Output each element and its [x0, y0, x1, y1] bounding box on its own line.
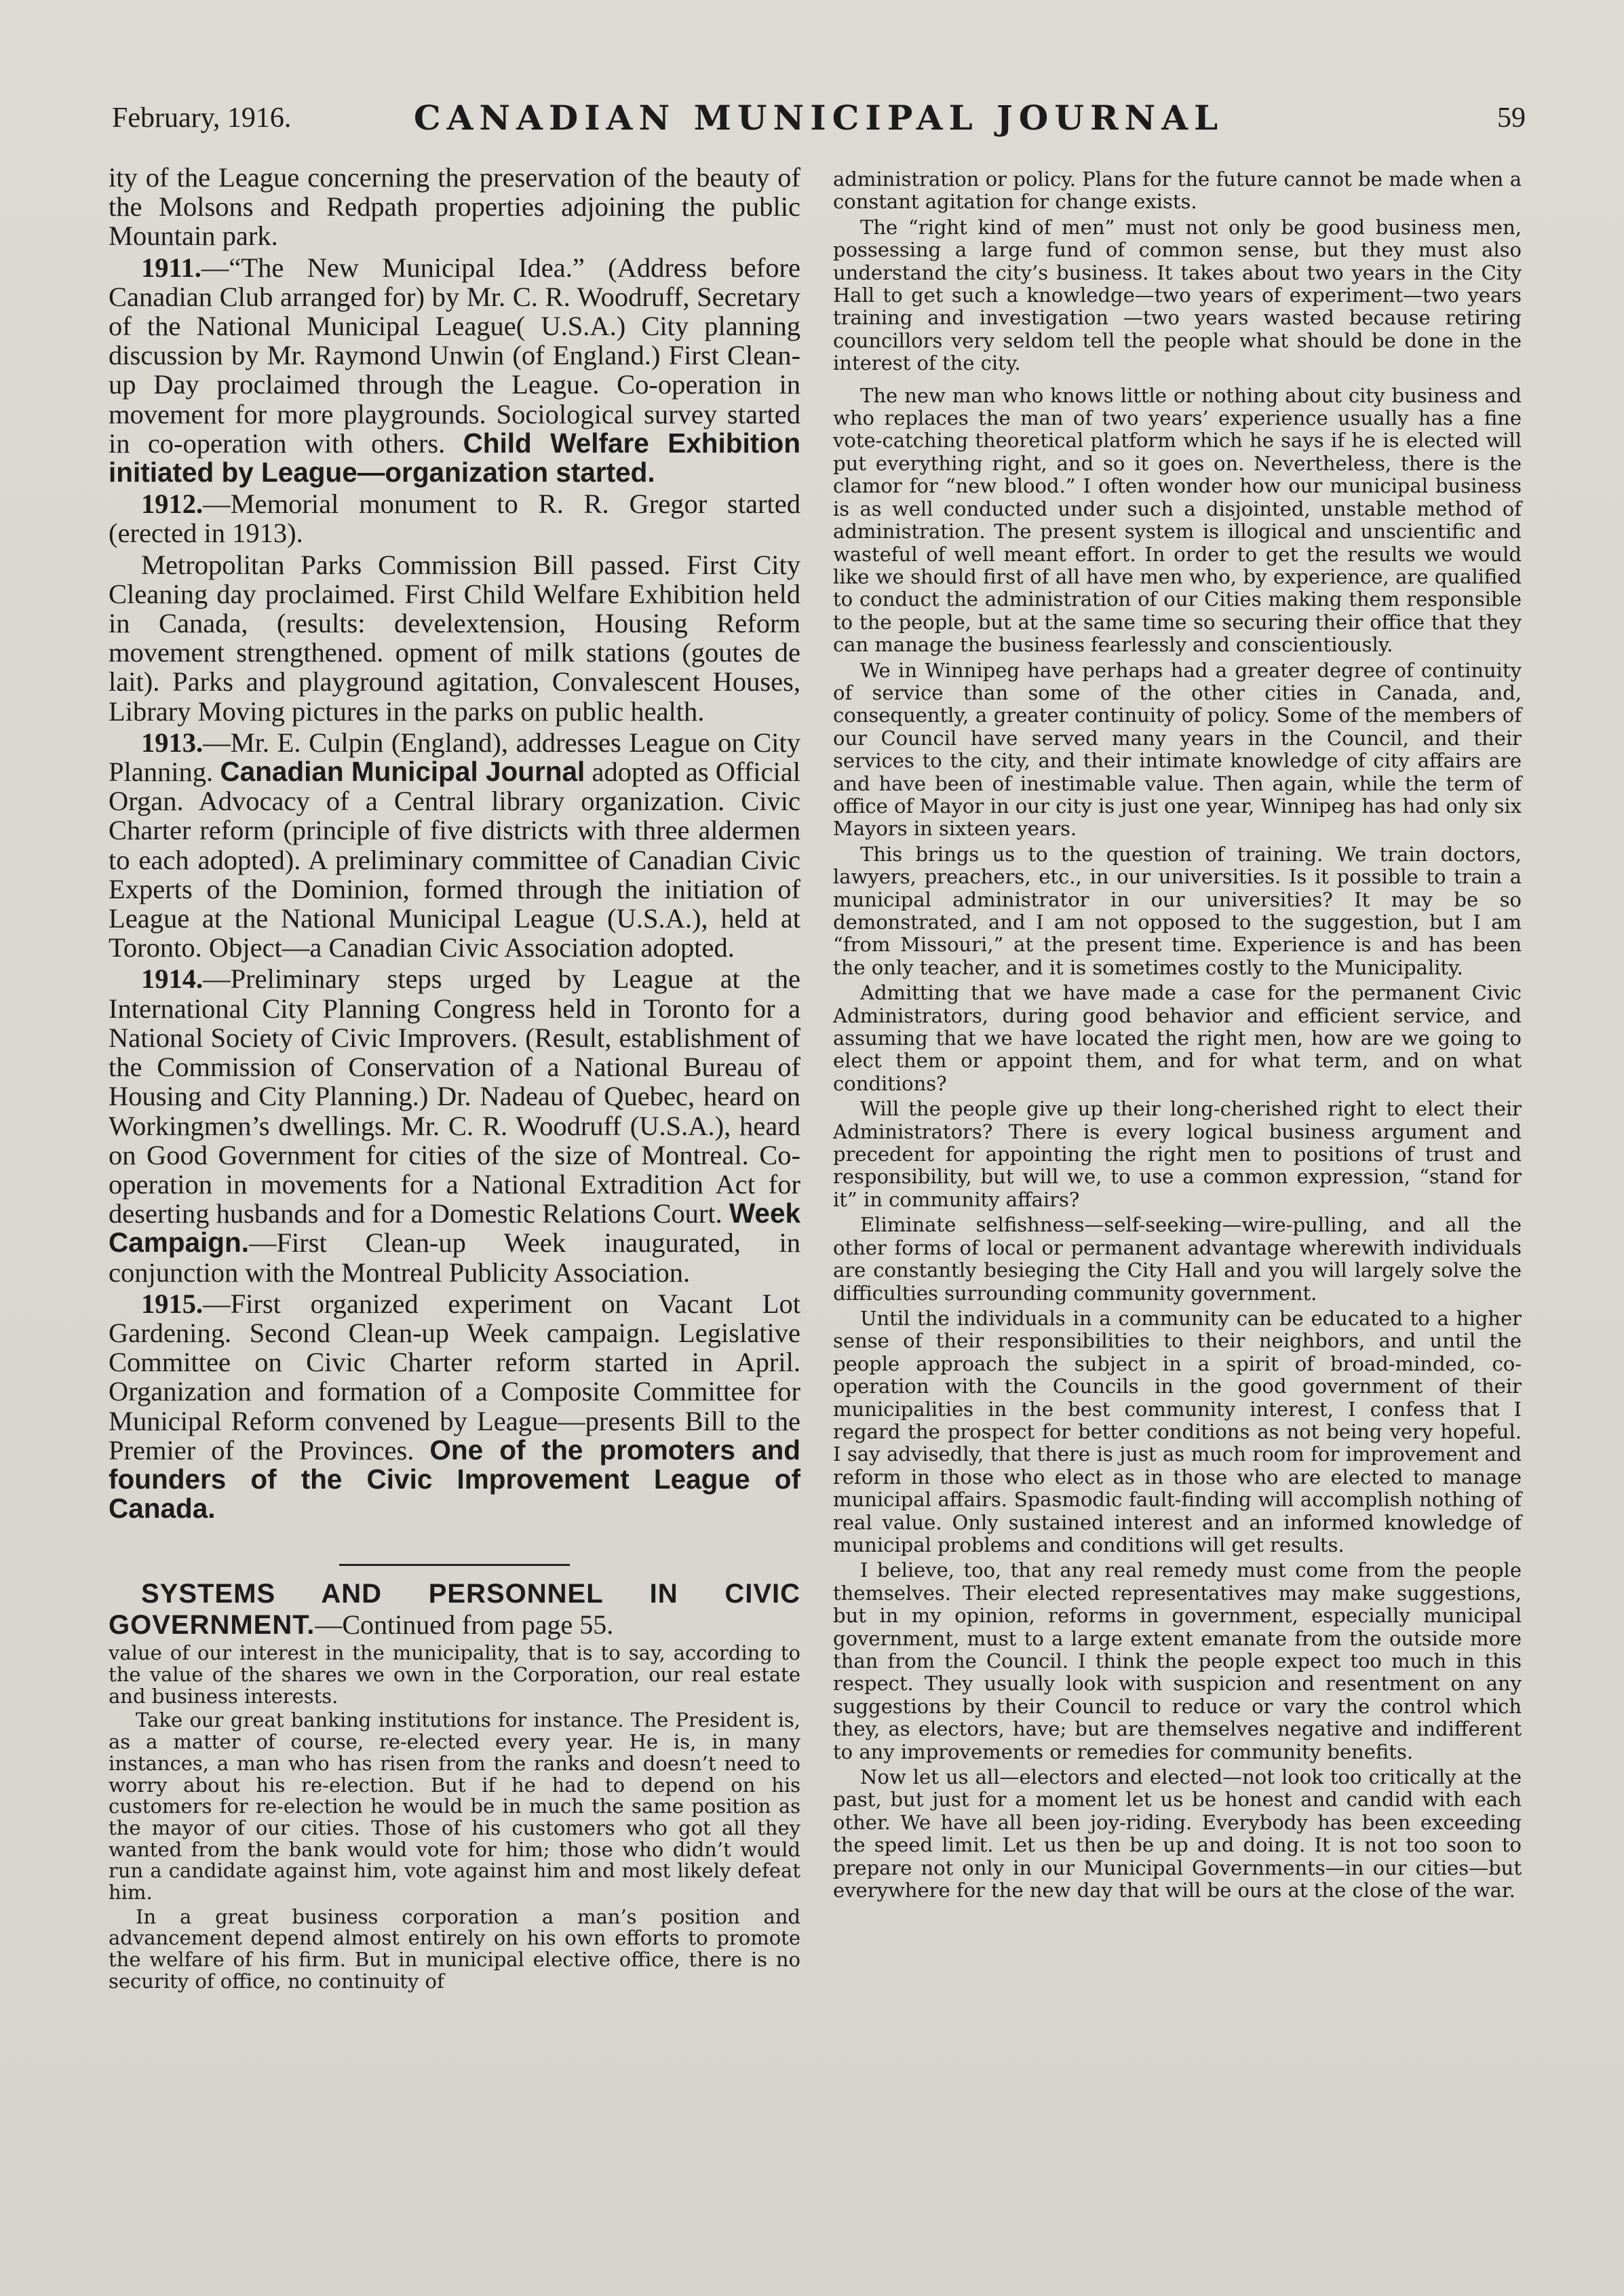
- paragraph: ity of the League concerning the preservation of the beauty of the Molsons and Redpath properties adjoining the public Mountain park.: [109, 162, 800, 252]
- right-column: [833, 168, 1522, 1905]
- paragraph: The “right kind of men” must not only be good business men, possessing a large fund of common sense, but they must also understand the city’s business. It takes about two years in the City Hall to get such a knowledge—two years of experiment—two years training and investigation —two years wasted because retiring councillors very seldom tell the people what should be done in the interest of the city.: [833, 215, 1522, 375]
- journal-title: CANADIAN MUNICIPAL JOURNAL: [413, 98, 1224, 138]
- issue-date: February, 1916.: [112, 102, 292, 134]
- paragraph-1913: 1913.—Mr. E. Culpin (England), addresses League on City Planning. Canadian Municipal Journal adopted as Official Organ. Advocacy of a Central library organization. Civic Charter reform (principle of five districts with three aldermen to each adopted). A preliminary committee of Canadian Civic Experts of the Dominion, formed through the initiation of League at the National Municipal League (U.S.A.), held at Toronto. Object—a Canadian Civic Association adopted.: [109, 727, 800, 963]
- paragraph: Take our great banking institutions for instance. The President is, as a matter of course, re-elected every year. He is, in many instances, a man who has risen from the ranks and doesn’t need to worry about his re-election. But if he had to depend on his customers for re-election he would be in much the same position as the mayor of our cities. Those of his customers who got all they wanted from the bank would vote for him; those who didn’t would run a candidate against him, vote against him and most likely defeat him.: [109, 1708, 800, 1905]
- paragraph-1912: 1912.—Memorial monument to R. R. Gregor started (erected in 1913).: [109, 489, 800, 549]
- continued-note: —Continued from page 55.: [315, 1609, 614, 1641]
- paragraph: Admitting that we have made a case for the permanent Civic Administrators, during good behavior and efficient service, and assuming that we have located the right men, how are we going to elect them or appoint them, and for what term, and on what conditions?: [833, 981, 1522, 1095]
- paragraph: In a great business corporation a man’s position and advancement depend almost entirely on his own efforts to promote the welfare of his firm. But in municipal elective office, there is no security of office, no continuity of: [109, 1905, 800, 1993]
- paragraph: administration or policy. Plans for the future cannot be made when a constant agitation for change exists.: [833, 168, 1522, 214]
- bold-text: Child Welfare Exhibition initiated by League—organization started.: [109, 427, 800, 489]
- bold-text: Canadian Municipal Journal: [220, 756, 585, 788]
- year-label: 1911.: [141, 252, 201, 283]
- paragraph-1914: 1914.—Preliminary steps urged by League at the International City Planning Congress held in Toronto for a National Society of Civic Improvers. (Result, establishment of the Commission of Conservation of a National Bureau of Housing and City Planning.) Dr. Nadeau of Quebec, heard on Workingmen’s dwellings. Mr. C. R. Woodruff (U.S.A.), heard on Good Government for cities of the size of Montreal. Co-operation in movements for a National Extradition Act for deserting husbands and for a Domestic Relations Court. Week Campaign.—First Clean-up Week inaugurated, in conjunction with the Montreal Publicity Association.: [109, 963, 800, 1288]
- year-label: 1915.: [141, 1288, 204, 1319]
- paragraph: This brings us to the question of training. We train doctors, lawyers, preachers, etc., in our universities. Is it possible to train a municipal administrator in our universities? It may be so demonstrated, and I am not opposed to the suggestion, but I am “from Missouri,” at the present time. Experience is and has been the only teacher, and it is sometimes costly to the Municipality.: [833, 842, 1522, 979]
- left-column: [109, 163, 800, 1995]
- paragraph: The new man who knows little or nothing about city business and who replaces the man of two years’ experience usually has a fine vote-catching theoretical platform which he says if he is elected will put everything right, and so it goes on. Nevertheless, there is the clamor for “new blood.” I often wonder how our municipal business is as well conducted under such a disjointed, unstable method of administration. The present system is illogical and unscientific and wasteful of well meant effort. In order to get the results we would like we should first of all have men who, by experience, are qualified to conduct the administration of our Cities making them responsible to the people, but at the same time so securing their office that they can manage the business fearlessly and conscientiously.: [833, 383, 1522, 657]
- year-label: 1912.: [141, 489, 204, 520]
- bold-text: One of the promoters and founders of the Civic Improvement League of Canada.: [109, 1434, 800, 1525]
- paragraph: value of our interest in the municipality, that is to say, according to the value of the shares we own in the Corporation, our real estate and business interests.: [109, 1641, 800, 1708]
- paragraph: Eliminate selfishness—self-seeking—wire-pulling, and all the other forms of local or permanent advantage wherewith individuals are constantly besieging the City Hall and you will largely solve the difficulties surrounding community government.: [833, 1213, 1522, 1305]
- year-label: 1914.: [141, 963, 204, 995]
- section-heading: SYSTEMS AND PERSONNEL IN CIVIC GOVERNMENT.—Continued from page 55.: [109, 1579, 800, 1641]
- page-header: [112, 98, 1526, 149]
- section-body: [109, 1643, 800, 1992]
- bold-text: Week Campaign.: [109, 1198, 800, 1259]
- page-number: 59: [1497, 102, 1526, 134]
- year-label: 1913.: [141, 727, 204, 758]
- paragraph: Metropolitan Parks Commission Bill passed. First City Cleaning day proclaimed. First Child Welfare Exhibition held in Canada, (results: develextension, Housing Reform movement strengthened. opment of milk stations (goutes de lait). Parks and playground agitation, Convalescent Houses, Library Moving pictures in the parks on public health.: [109, 549, 800, 727]
- paragraph: We in Winnipeg have perhaps had a greater degree of continuity of service than some of the other cities in Canada, and, consequently, a greater continuity of policy. Some of the members of our Council have served many years in the Council, and their services to the city, and their intimate knowledge of city affairs are and have been of inestimable value. Then again, while the term of office of Mayor in our city is just one year, Winnipeg has had only six Mayors in sixteen years.: [833, 658, 1522, 841]
- paragraph: Now let us all—electors and elected—not look too critically at the past, but just for a moment let us be honest and candid with each other. We have all been joy-riding. Everybody has been exceeding the speed limit. Let us then be up and doing. It is not too soon to prepare not only in our Municipal Governments—in our cities—but everywhere for the new day that will be ours at the close of the war.: [833, 1765, 1522, 1902]
- paragraph-1915: 1915.—First organized experiment on Vacant Lot Gardening. Second Clean-up Week campaign. Legislative Committee on Civic Charter reform started in April. Organization and formation of a Composite Committee for Municipal Reform convened by League—presents Bill to the Premier of the Provinces. One of the promoters and founders of the Civic Improvement League of Canada.: [109, 1288, 800, 1525]
- paragraph: Until the individuals in a community can be educated to a higher sense of their responsibilities to their neighbors, and until the people approach the subject in a spirit of broad-minded, co-operation with the Councils in the good government of their municipalities in the best community interest, I confess that I regard the prospect for better conditions as not being very hopeful. I say advisedly, that there is just as much room for improvement and reform in those who elect as in those who are elected to manage municipal affairs. Spasmodic fault-finding will accomplish nothing of real value. Only sustained interest and an informed knowledge of municipal problems and conditions will get results.: [833, 1306, 1522, 1556]
- paragraph: Will the people give up their long-cherished right to elect their Administrators? There is every logical business argument and precedent for appointing the right men to positions of trust and responsibility, but will we, to use a common expression, “stand for it” in community affairs?: [833, 1097, 1522, 1211]
- section-divider: [339, 1564, 570, 1566]
- paragraph-1911: 1911.—“The New Municipal Idea.” (Address before Canadian Club arranged for) by Mr. C. R. Woodruff, Secretary of the National Municipal League( U.S.A.) City planning discussion by Mr. Raymond Unwin (of England.) First Clean-up Day proclaimed through the League. Co-operation in movement for more playgrounds. Sociological survey started in co-operation with others. Child Welfare Exhibition initiated by League—organization started.: [109, 252, 800, 489]
- paragraph: I believe, too, that any real remedy must come from the people themselves. Their elected representatives may make suggestions, but in my opinion, reforms in government, especially municipal government, must to a large extent emanate from the outside more than from the Council. I think the people expect too much in this respect. They usually look with suspicion and resentment on any suggestions by their Council to reduce or vary the control which they, as electors, have; but are themselves negative and indifferent to any improvements or remedies for community benefits.: [833, 1558, 1522, 1763]
